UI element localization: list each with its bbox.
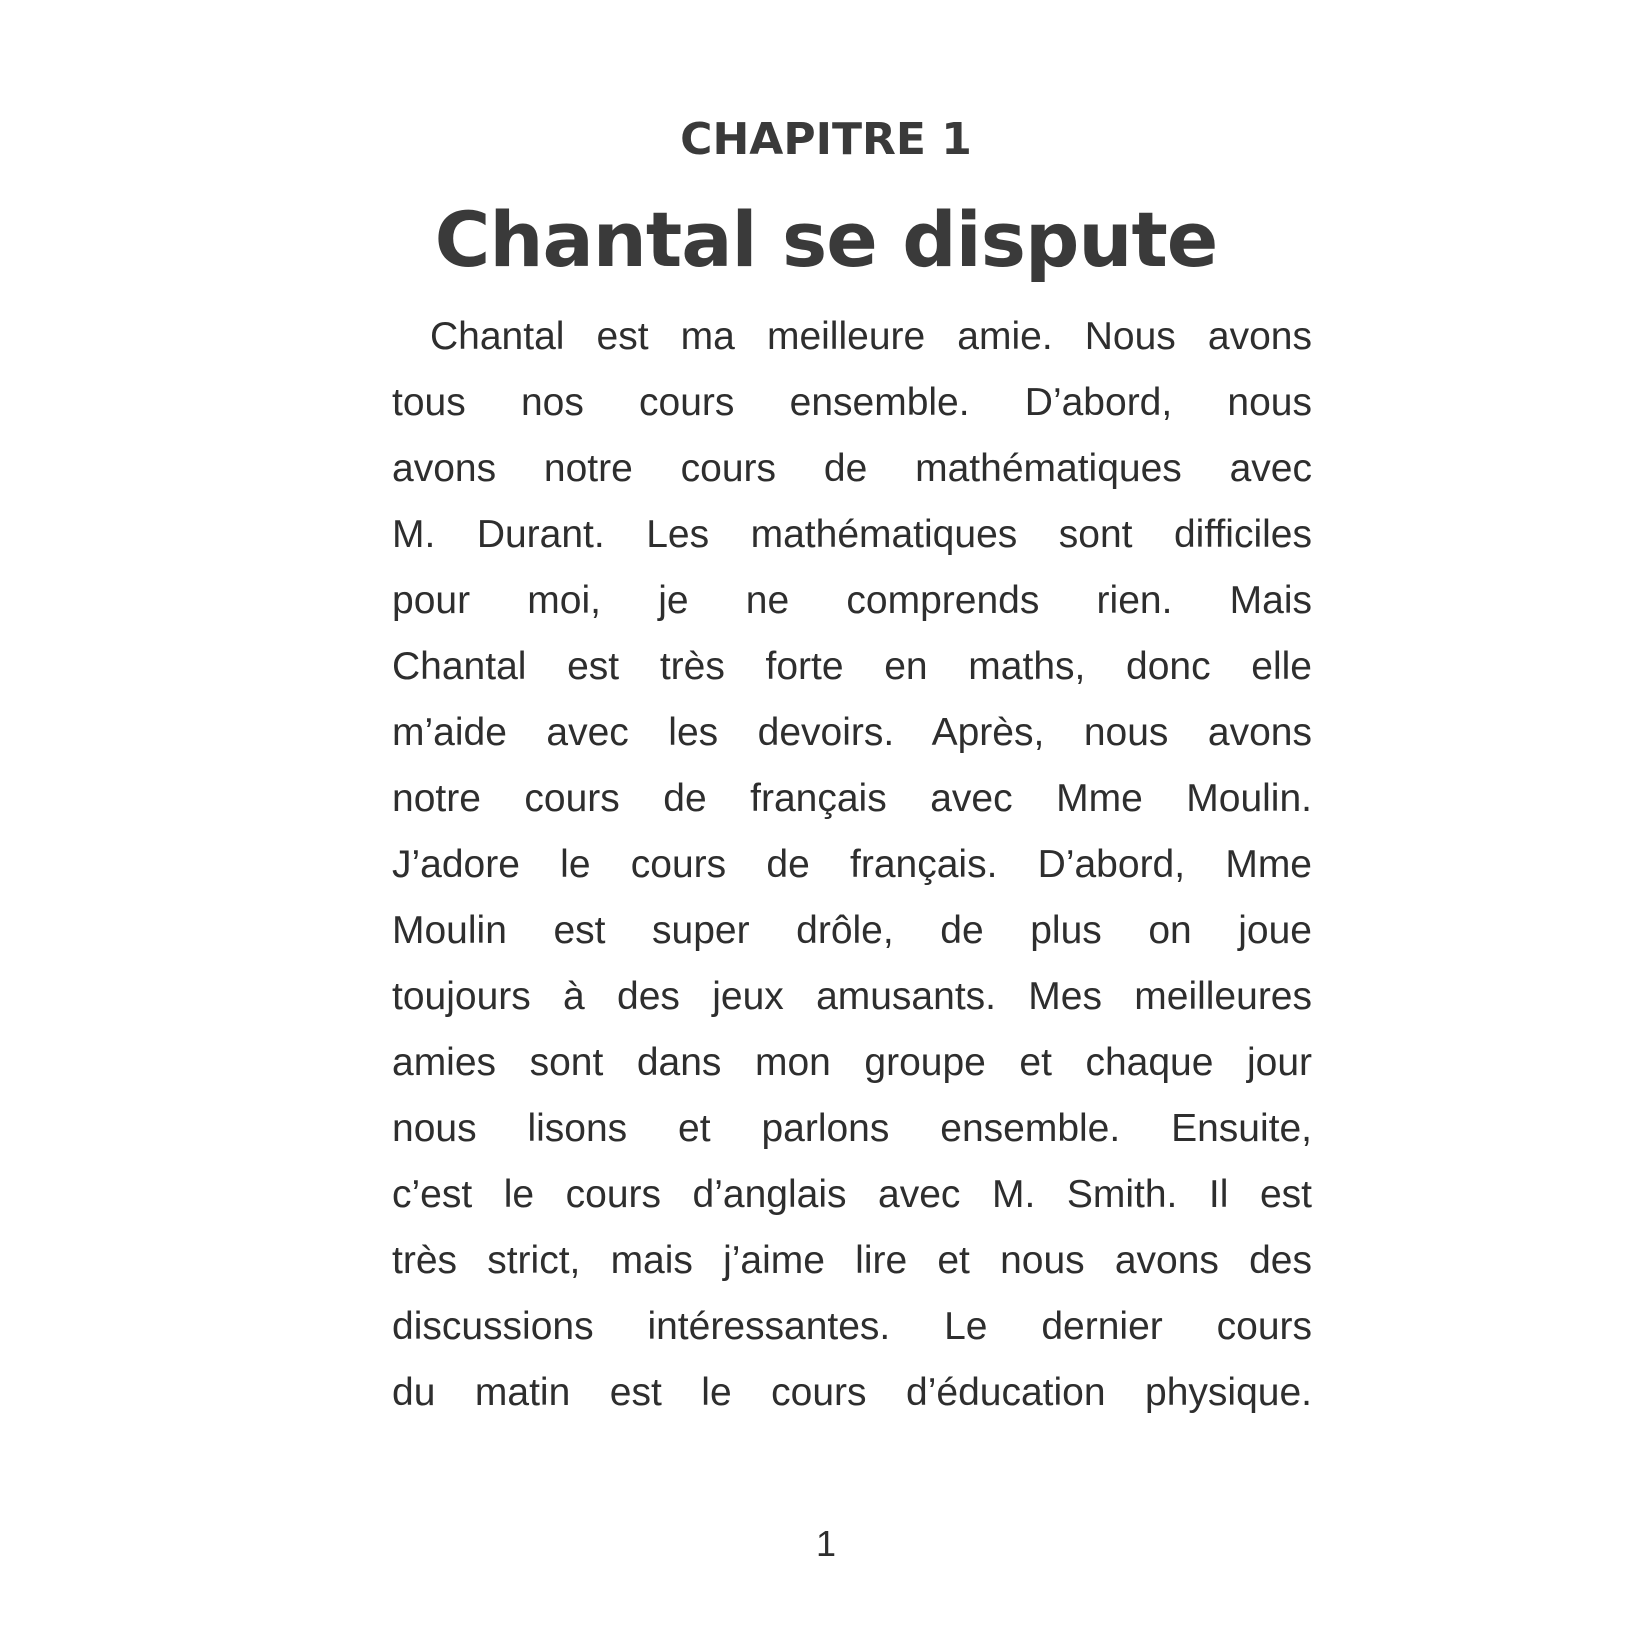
text-line-content: amies sont dans mon groupe et chaque jour xyxy=(392,1041,1312,1084)
text-line-content: notre cours de français avec Mme Moulin. xyxy=(392,777,1312,820)
text-line-content: J’adore le cours de français. D’abord, Mme xyxy=(392,843,1312,886)
text-line xyxy=(392,1104,1312,1170)
text-line-content: avons notre cours de mathématiques avec xyxy=(392,447,1312,490)
text-line xyxy=(392,708,1312,774)
text-line xyxy=(392,1368,1312,1434)
text-line xyxy=(392,1236,1312,1302)
text-line-content: discussions intéressantes. Le dernier cours xyxy=(392,1305,1312,1348)
chapter-title: Chantal se dispute xyxy=(434,195,1218,284)
text-line-content: Chantal est ma meilleure amie. Nous avons xyxy=(430,315,1312,358)
text-line-content: très strict, mais j’aime lire et nous avons des xyxy=(392,1239,1312,1282)
page-number: 1 xyxy=(815,1523,837,1564)
text-line xyxy=(392,774,1312,840)
text-line xyxy=(392,906,1312,972)
text-line-content: du matin est le cours d’éducation physique. xyxy=(392,1371,1312,1414)
text-line xyxy=(392,1038,1312,1104)
text-line-content: pour moi, je ne comprends rien. Mais xyxy=(392,579,1312,622)
text-line xyxy=(392,444,1312,510)
text-line-content: tous nos cours ensemble. D’abord, nous xyxy=(392,381,1312,424)
text-line xyxy=(392,840,1312,906)
text-line-content: m’aide avec les devoirs. Après, nous avons xyxy=(392,711,1312,754)
text-line-content: Chantal est très forte en maths, donc elle xyxy=(392,645,1312,688)
body-paragraph xyxy=(392,312,1312,1434)
text-line xyxy=(392,1170,1312,1236)
text-line xyxy=(392,312,1312,378)
text-line xyxy=(392,576,1312,642)
text-line-content: Moulin est super drôle, de plus on joue xyxy=(392,909,1312,952)
chapter-label: CHAPITRE 1 xyxy=(680,114,972,165)
text-line xyxy=(392,972,1312,1038)
text-line xyxy=(392,642,1312,708)
text-line xyxy=(392,378,1312,444)
text-line-content: M. Durant. Les mathématiques sont difficiles xyxy=(392,513,1312,556)
text-line-content: toujours à des jeux amusants. Mes meilleures xyxy=(392,975,1312,1018)
text-line-content: c’est le cours d’anglais avec M. Smith. Il est xyxy=(392,1173,1312,1216)
text-line-content: nous lisons et parlons ensemble. Ensuite, xyxy=(392,1107,1312,1150)
text-line xyxy=(392,510,1312,576)
text-line xyxy=(392,1302,1312,1368)
